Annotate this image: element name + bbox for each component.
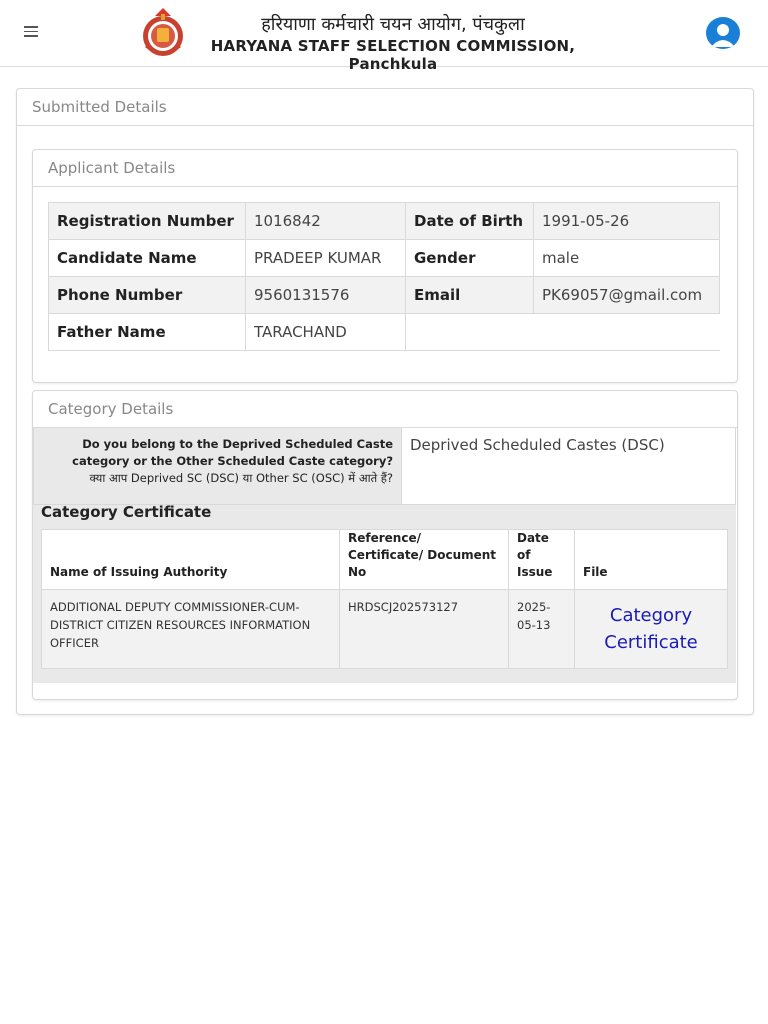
registration-number-value: 1016842 xyxy=(246,203,406,240)
table-row xyxy=(34,428,736,505)
column-date-of-issue: Date of Issue xyxy=(509,530,575,590)
date-of-birth-value: 1991-05-26 xyxy=(534,203,720,240)
candidate-name-value: PRADEEP KUMAR xyxy=(246,240,406,277)
table-row xyxy=(49,240,720,277)
category-certificate-table xyxy=(41,529,728,669)
phone-number-value: 9560131576 xyxy=(246,277,406,314)
email-value: PK69057@gmail.com xyxy=(534,277,720,314)
table-row xyxy=(42,590,728,669)
gender-label: Gender xyxy=(406,240,534,277)
category-question xyxy=(34,428,402,505)
table-row xyxy=(49,203,720,240)
commission-title-english xyxy=(188,37,598,73)
category-question-hindi: क्या आप Deprived SC (DSC) या Other SC (OSC) में आते हैं? xyxy=(89,471,393,485)
category-certificate-heading: Category Certificate xyxy=(41,503,212,521)
column-issuing-authority: Name of Issuing Authority xyxy=(42,530,340,590)
table-row xyxy=(49,314,720,351)
file-cell xyxy=(575,590,728,669)
commission-name: HARYANA STAFF SELECTION COMMISSION, xyxy=(210,37,576,55)
candidate-name-label: Candidate Name xyxy=(49,240,246,277)
user-avatar-icon[interactable] xyxy=(706,17,740,49)
father-name-label: Father Name xyxy=(49,314,246,351)
registration-number-label: Registration Number xyxy=(49,203,246,240)
applicant-details-heading: Applicant Details xyxy=(33,150,737,187)
date-of-issue-value: 2025-05-13 xyxy=(509,590,575,669)
column-reference-no: Reference/ Certificate/ Document No xyxy=(340,530,509,590)
hamburger-menu-icon[interactable] xyxy=(24,26,38,38)
empty-cell xyxy=(406,314,534,351)
category-certificate-link[interactable]: Category Certificate xyxy=(604,605,698,653)
commission-title-hindi: हरियाणा कर्मचारी चयन आयोग, पंचकुला xyxy=(261,14,525,35)
father-name-value: TARACHAND xyxy=(246,314,406,351)
category-answer: Deprived Scheduled Castes (DSC) xyxy=(402,428,736,505)
submitted-details-heading: Submitted Details xyxy=(17,89,753,126)
date-of-birth-label: Date of Birth xyxy=(406,203,534,240)
reference-no-value: HRDSCJ202573127 xyxy=(340,590,509,669)
top-header xyxy=(0,0,768,73)
empty-cell xyxy=(534,314,720,351)
category-question-english: Do you belong to the Deprived Scheduled Caste category or the Other Scheduled Caste category? xyxy=(72,437,393,468)
haryana-emblem-logo xyxy=(140,6,186,58)
category-question-table xyxy=(33,427,736,505)
phone-number-label: Phone Number xyxy=(49,277,246,314)
applicant-details-table xyxy=(48,202,720,351)
gender-value: male xyxy=(534,240,720,277)
issuing-authority-value: ADDITIONAL DEPUTY COMMISSIONER-CUM-DISTRICT CITIZEN RESOURCES INFORMATION OFFICER xyxy=(42,590,340,669)
email-label: Email xyxy=(406,277,534,314)
table-header-row xyxy=(42,530,728,590)
category-details-heading: Category Details xyxy=(33,391,737,428)
table-row xyxy=(49,277,720,314)
column-file: File xyxy=(575,530,728,590)
commission-place: Panchkula xyxy=(348,55,438,73)
